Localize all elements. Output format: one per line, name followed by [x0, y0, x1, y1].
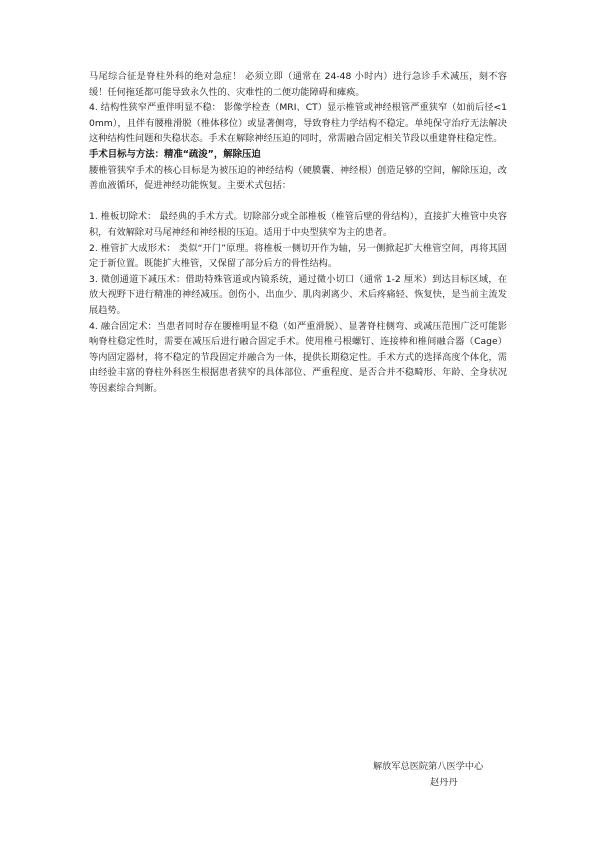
document-body — [89, 69, 507, 789]
method-minimally-invasive: 3. 微创通道下减压术：借助特殊管道或内镜系统，通过微小切口（通常 1-2 厘米）到达目标区域，在放大视野下进行精准的神经减压。创伤小、出血少、肌肉剥离少、术后疼痛轻、恢复快，是当前主流发展趋势。 — [89, 273, 507, 316]
method-fusion: 4. 融合固定术：当患者同时存在腰椎明显不稳（如严重滑脱）、显著脊柱侧弯、或减压范围广泛可能影响脊柱稳定性时，需要在减压后进行融合固定手术。使用椎弓根螺钉、连接棒和椎间融合器（Cage）等内固定器材，将不稳定的节段固定并融合为一体，提供长期稳定性。手术方式的选择高度个体化，需由经验丰富的脊柱外科医生根据患者狭窄的具体部位、严重程度、是否合并不稳畸形、年龄、全身状况等因素综合判断。 — [89, 320, 507, 394]
method-laminectomy: 1. 椎板切除术： 最经典的手术方式。切除部分或全部椎板（椎管后壁的骨结构），直接扩大椎管中央容积，有效解除对马尾神经和神经根的压迫。适用于中央型狭窄为主的患者。 — [89, 211, 507, 238]
signature-author: 赵丹丹 — [430, 777, 458, 789]
paragraph-cauda-equina: 马尾综合征是脊柱外科的绝对急症！ 必须立即（通常在 24-48 小时内）进行急诊手术减压，刻不容缓！任何拖延都可能导致永久性的、灾难性的二便功能障碍和瘫痪。 — [89, 71, 507, 98]
paragraph-structural-stenosis: 4. 结构性狭窄严重伴明显不稳： 影像学检查（MRI、CT）显示椎管或神经根管严重狭窄（如前后径<10mm），且伴有腰椎滑脱（椎体移位）或显著侧弯，导致脊柱力学结构不稳定。单纯保守治疗无法解决这种结构性问题和失稳状态。手术在解除神经压迫的同时，常需融合固定相关节段以重建脊柱稳定性。 — [89, 102, 507, 145]
paragraph-spacer — [89, 194, 507, 210]
signature-organization: 解放军总医院第八医学中心 — [373, 761, 484, 773]
section-heading: 手术目标与方法：精准“疏浚”，解除压迫 — [89, 148, 261, 160]
section-intro: 腰椎管狭窄手术的核心目标是为被压迫的神经结构（硬膜囊、神经根）创造足够的空间，解除压迫，改善血液循环，促进神经功能恢复。主要术式包括： — [89, 164, 507, 192]
method-laminoplasty: 2. 椎管扩大成形术： 类似“开门”原理。将椎板一侧切开作为轴，另一侧掀起扩大椎管空间，再将其固定于新位置。既能扩大椎管，又保留了部分后方的骨性结构。 — [89, 242, 507, 270]
